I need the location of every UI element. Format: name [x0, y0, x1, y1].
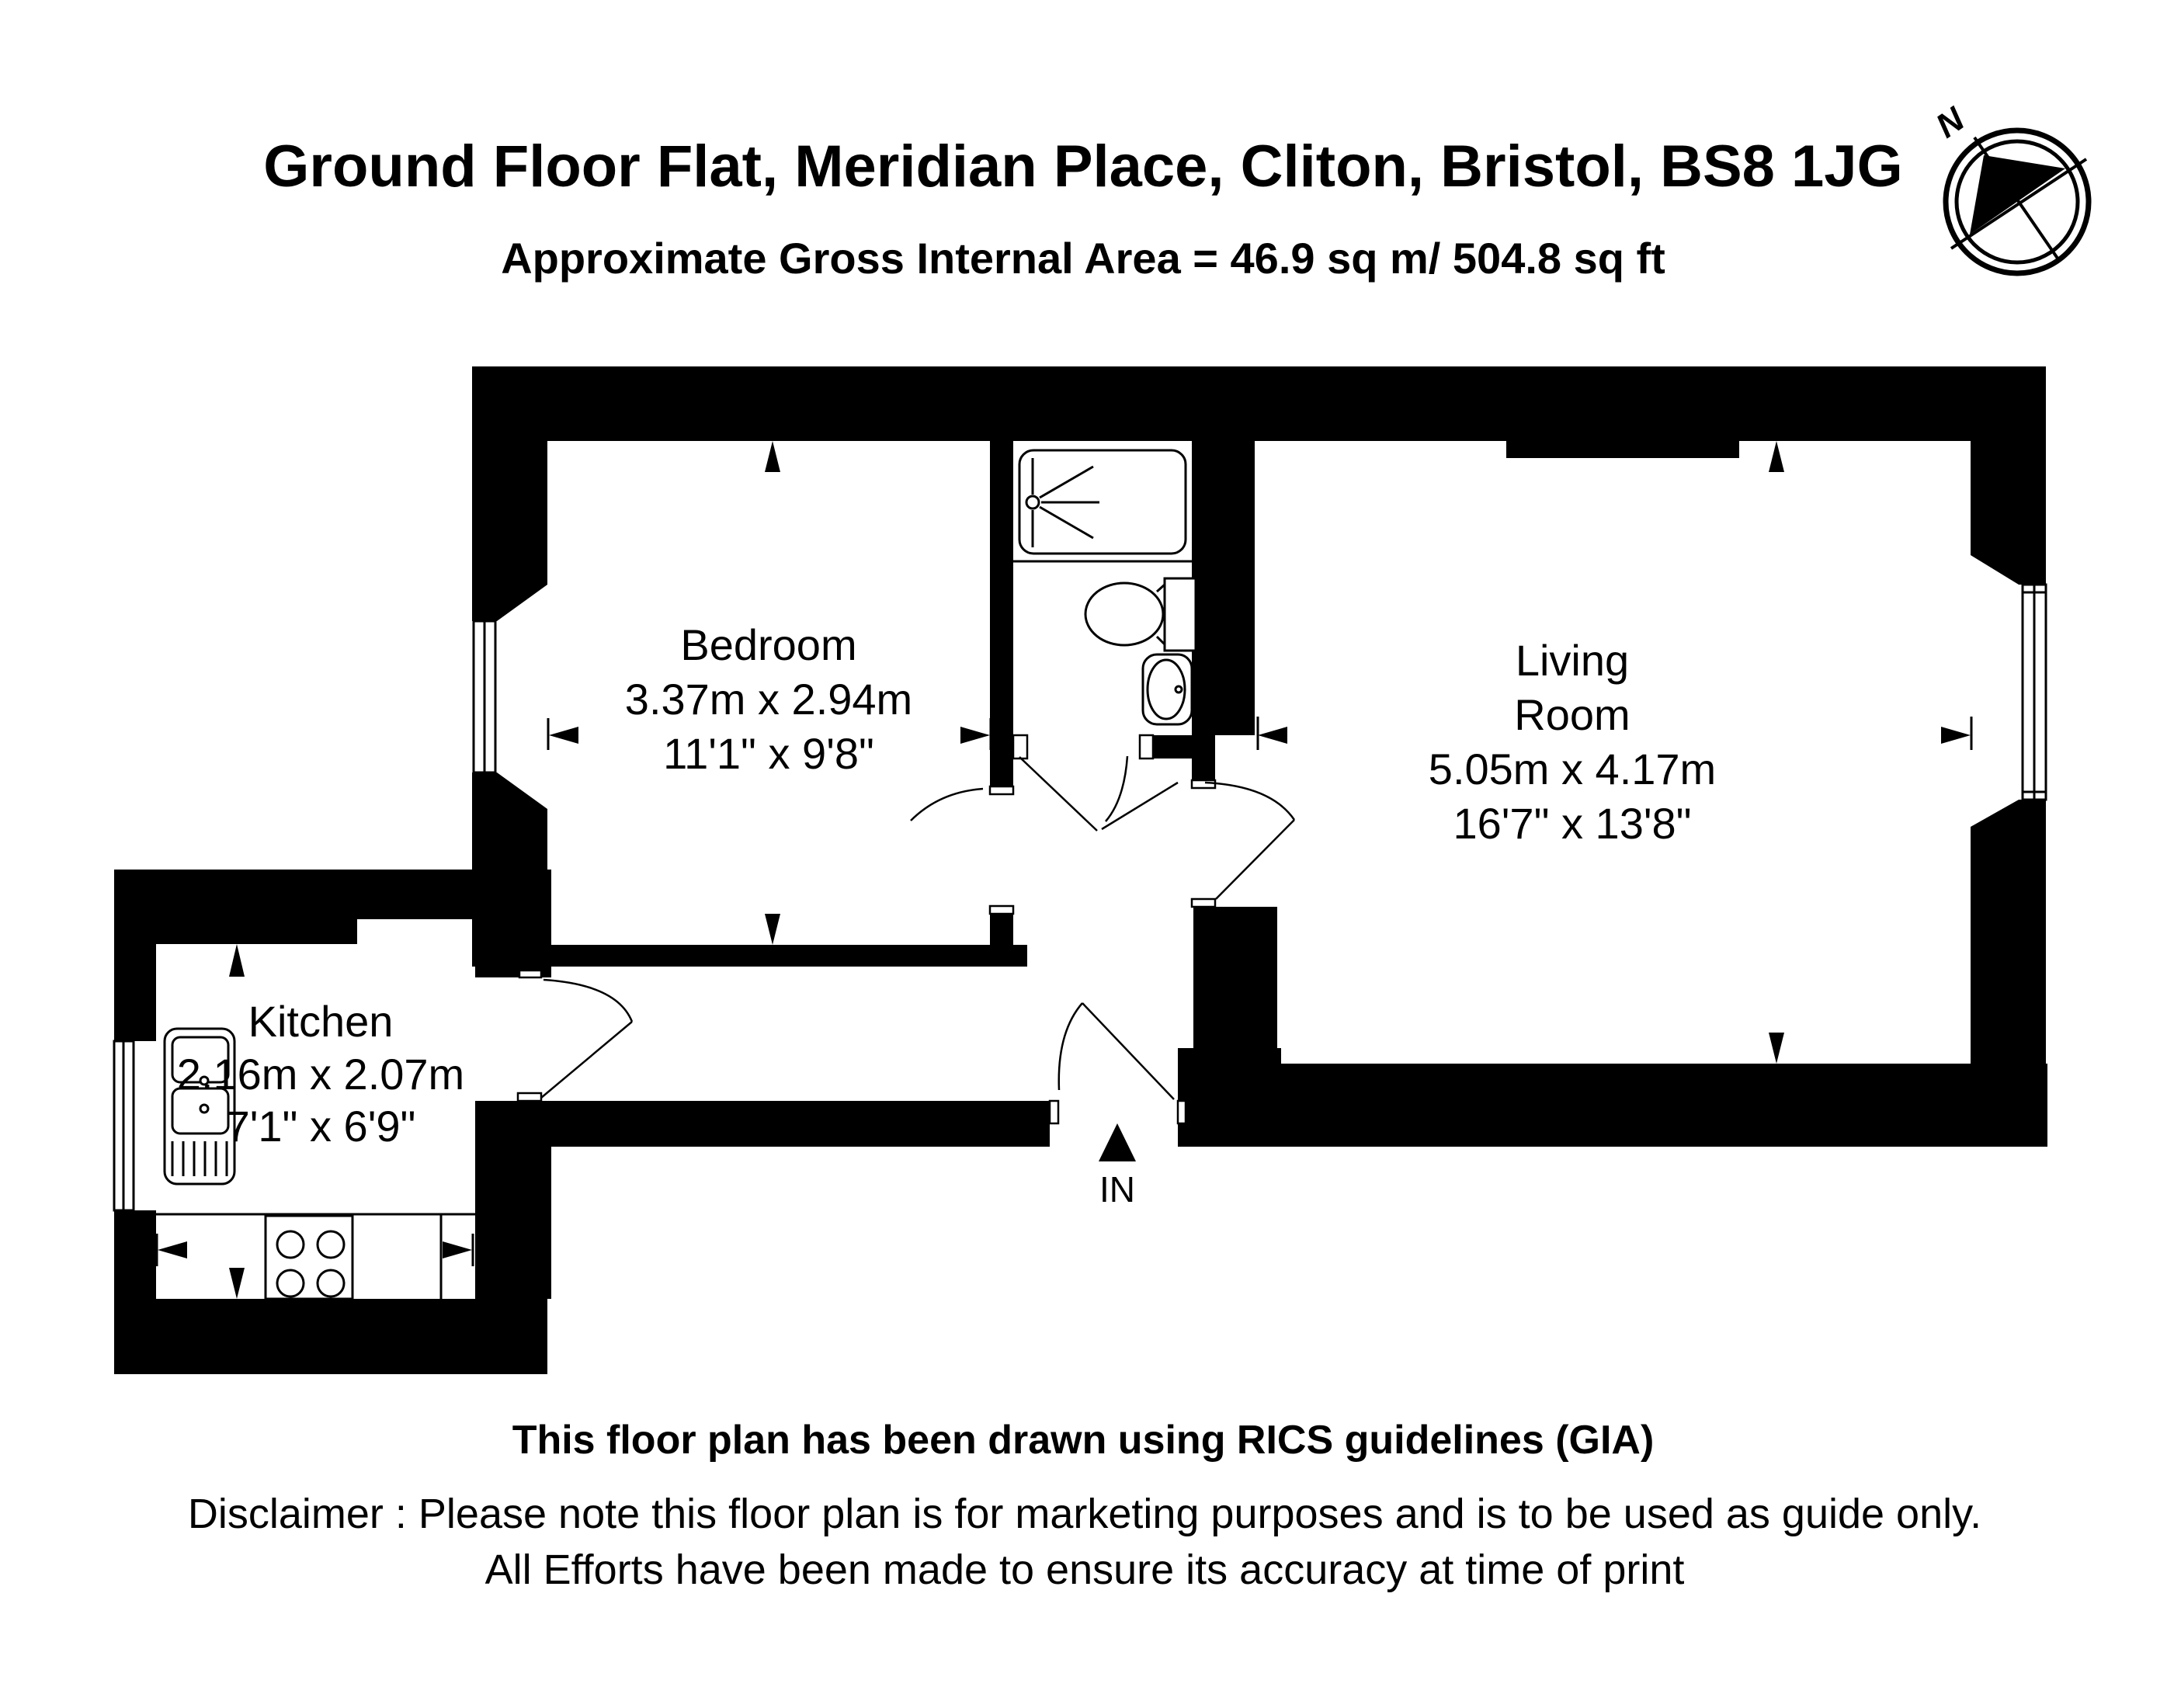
wall-bathroom-bottom — [1153, 735, 1192, 759]
wall-bedroom-left-upper — [472, 366, 547, 621]
kitchen-metric: 2.16m x 2.07m — [176, 1050, 465, 1099]
kitchen-name: Kitchen — [248, 997, 394, 1046]
shower-icon — [1019, 450, 1186, 554]
bedroom-window — [474, 621, 495, 772]
footer-disclaimer-line2: All Efforts have been made to ensure its accuracy at time of print — [484, 1547, 1685, 1593]
wall-top — [472, 366, 2046, 441]
footer-disclaimer-line1: Disclaimer : Please note this floor plan is for marketing purposes and is to be used as guide only. — [187, 1491, 1982, 1537]
living-name-line2: Room — [1514, 690, 1630, 739]
living-metric: 5.05m x 4.17m — [1428, 745, 1717, 793]
wall-kitchen-left-upper — [114, 870, 156, 1041]
wall-hall-bottom — [547, 1101, 1050, 1147]
wall-living-bottom — [1193, 1064, 2047, 1147]
living-name-line1: Living — [1515, 636, 1630, 685]
page-title: Ground Floor Flat, Meridian Place, Cliton, Bristol, BS8 1JG — [263, 134, 1903, 200]
wall-partition-lower — [990, 914, 1013, 967]
wall-livingdoor-top — [1192, 735, 1215, 780]
wall-living-right-upper — [1971, 366, 2046, 585]
wall-top-chimney — [1506, 441, 1739, 458]
bedroom-name: Bedroom — [680, 620, 857, 669]
wall-living-left-pier — [1193, 907, 1277, 1064]
page-subtitle: Approximate Gross Internal Area = 46.9 sq m/ 504.8 sq ft — [501, 234, 1665, 283]
living-door-jamb-top — [1192, 780, 1215, 788]
wall-kitchen-top-b — [357, 870, 479, 919]
bedroom-door-jamb-bottom — [990, 906, 1013, 914]
entrance-door-jamb-right — [1178, 1101, 1186, 1123]
footer-guidelines: This floor plan has been drawn using RICS guidelines (GIA) — [512, 1418, 1655, 1463]
sink-icon — [1143, 654, 1192, 724]
entrance-label: IN — [1099, 1169, 1135, 1210]
wall-kitchen-bottom — [114, 1299, 547, 1374]
kitchen-door-jamb-bottom — [518, 1093, 541, 1101]
wall-living-right-lower — [1971, 800, 2046, 1147]
bedroom-imperial: 11'1" x 9'8" — [663, 729, 874, 778]
wall-bedroom-bottom — [497, 945, 1027, 967]
living-imperial: 16'7" x 13'8" — [1453, 799, 1692, 848]
bathroom-door-jamb-left — [1013, 735, 1027, 759]
wall-bathroom-right — [1192, 441, 1255, 735]
kitchen-window — [114, 1041, 134, 1210]
wall-kitchen-east — [475, 1101, 551, 1299]
bedroom-metric: 3.37m x 2.94m — [624, 675, 913, 724]
bathroom-door-jamb-right — [1140, 735, 1153, 759]
hob-icon — [266, 1216, 352, 1299]
kitchen-imperial: 7'1" x 6'9" — [225, 1102, 416, 1151]
living-window — [2023, 585, 2046, 800]
living-door-jamb-bottom — [1192, 899, 1215, 907]
entrance-door-jamb-left — [1050, 1101, 1058, 1123]
wall-kitchen-top-c — [475, 870, 551, 977]
bedroom-door-jamb-top — [990, 786, 1013, 794]
toilet-icon — [1085, 578, 1196, 651]
wall-partition-upper — [990, 441, 1013, 786]
compass-label: N — [1929, 99, 1971, 146]
kitchen-door-jamb-top — [519, 970, 541, 977]
